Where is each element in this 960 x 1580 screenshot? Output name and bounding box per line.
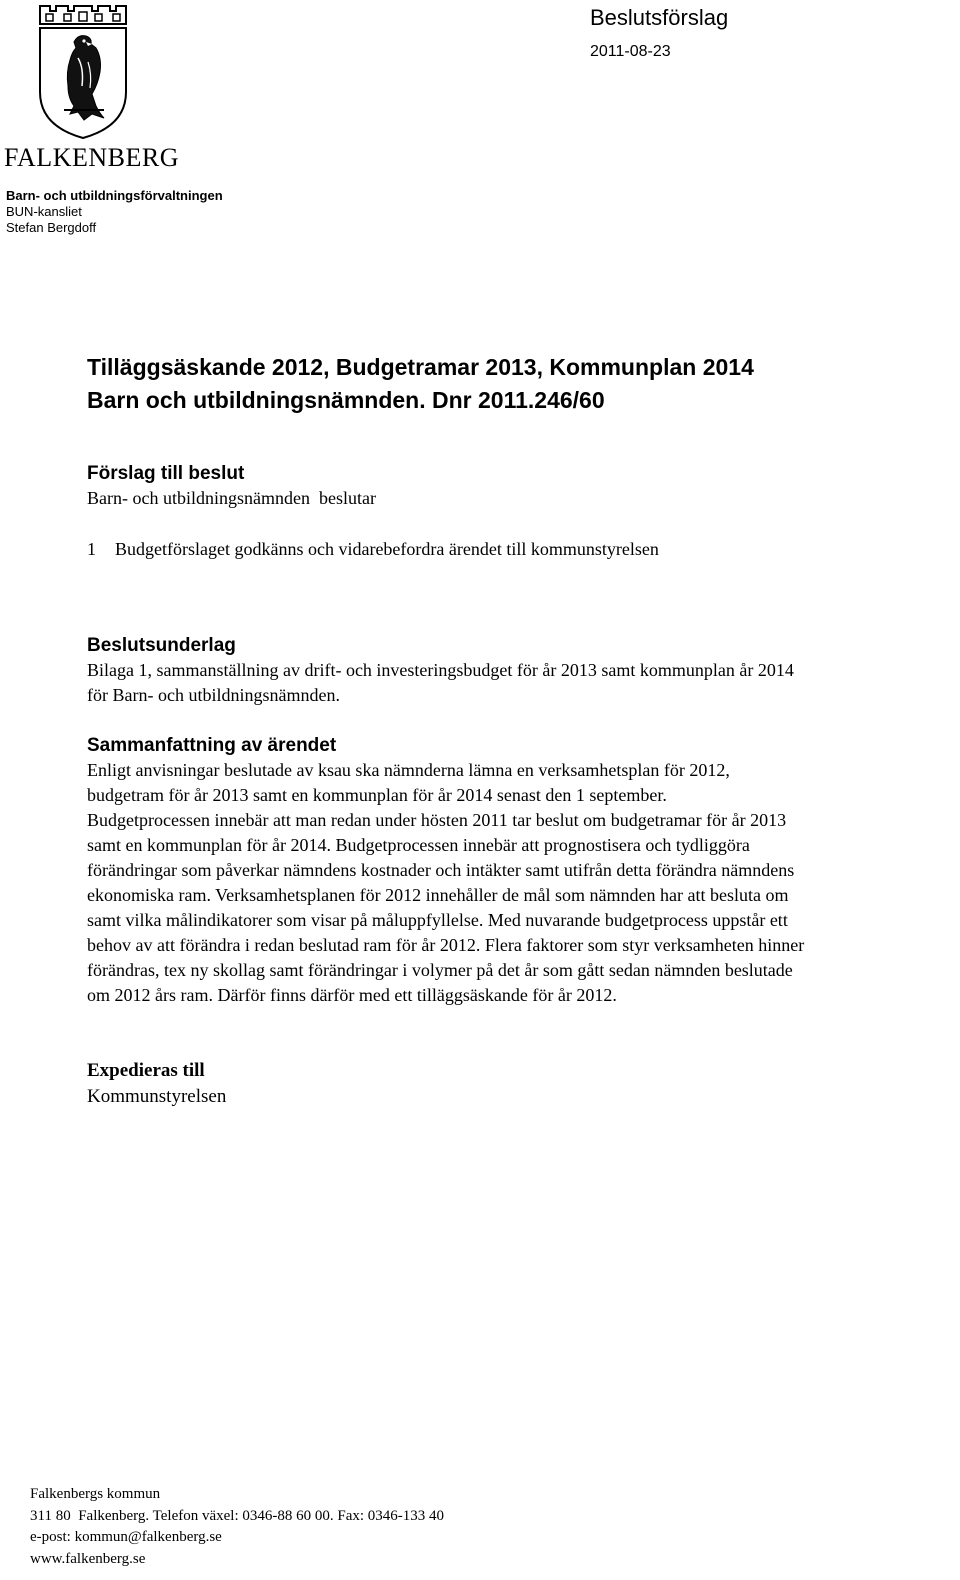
footer-org: Falkenbergs kommun [30,1486,161,1502]
proposal-item-text: Budgetförslaget godkänns och vidarebefordra ärendet till kommunstyrelsen [115,539,659,559]
basis-line: för Barn- och utbildningsnämnden. [87,685,340,705]
municipality-name: FALKENBERG [4,143,179,172]
sender-block [6,188,223,236]
summary-line: förändras, tex ny skollag samt förändringar i volymer på det år som gått sedan nämnden beslutade [87,960,793,980]
document-title [87,351,754,417]
title-line-1: Tilläggsäskande 2012, Budgetramar 2013, Kommunplan 2014 [87,354,754,380]
sender-office: BUN-kansliet [6,204,82,219]
basis-section [87,634,947,708]
sender-person: Stefan Bergdoff [6,220,97,235]
footer-address: 311 80 Falkenberg. Telefon växel: 0346-88 60 00. Fax: 0346-133 40 [30,1507,445,1524]
document-date: 2011-08-23 [590,43,671,60]
summary-line: förändringar som påverkar nämndens kostnader och intäkter samt utifrån detta förändra nämndens [87,860,795,880]
title-line-2: Barn och utbildningsnämnden. Dnr 2011.246/60 [87,387,605,413]
summary-section [87,734,957,1008]
expedite-heading: Expedieras till [87,1060,205,1081]
basis-heading: Beslutsunderlag [87,635,236,656]
expedite-section [87,1058,226,1110]
summary-line: ekonomiska ram. Verksamhetsplanen för 2012 innehåller de mål som nämnden har att besluta om [87,885,789,905]
basis-line: Bilaga 1, sammanställning av drift- och investeringsbudget för år 2013 samt kommunplan år 2014 [87,660,794,680]
proposal-section [87,462,947,511]
summary-line: om 2012 års ram. Därför finns därför med ett tilläggsäskande för år 2012. [87,985,617,1005]
expedite-recipient: Kommunstyrelsen [87,1086,227,1107]
proposal-item-number: 1 [87,539,96,559]
footer [30,1484,444,1570]
summary-line: budgetram för år 2013 samt en kommunplan för år 2014 senast den 1 september. [87,785,667,805]
summary-heading: Sammanfattning av ärendet [87,735,337,756]
summary-line: samt en kommunplan för år 2014. Budgetprocessen innebär att prognostisera och tydliggöra [87,835,750,855]
summary-line: Enligt anvisningar beslutade av ksau ska nämnderna lämna en verksamhetsplan för 2012, [87,760,730,780]
footer-website[interactable]: www.falkenberg.se [30,1550,146,1567]
document-type: Beslutsförslag [590,5,729,30]
summary-line: behov av att förändra i redan beslutad ram för år 2012. Flera faktorer som styr verksamheten hinner [87,935,805,955]
footer-email[interactable]: e-post: kommun@falkenberg.se [30,1529,222,1545]
proposal-heading: Förslag till beslut [87,463,245,484]
summary-line: Budgetprocessen innebär att man redan under hösten 2011 tar beslut om budgetramar för år 2013 [87,810,787,830]
proposal-item [87,537,659,562]
proposal-intro: Barn- och utbildningsnämnden beslutar [87,488,376,508]
summary-line: samt vilka målindikatorer som visar på måluppfyllelse. Med nuvarande budgetprocess uppstår ett [87,910,788,930]
coat-of-arms-icon [34,2,132,142]
sender-department: Barn- och utbildningsförvaltningen [6,188,223,203]
